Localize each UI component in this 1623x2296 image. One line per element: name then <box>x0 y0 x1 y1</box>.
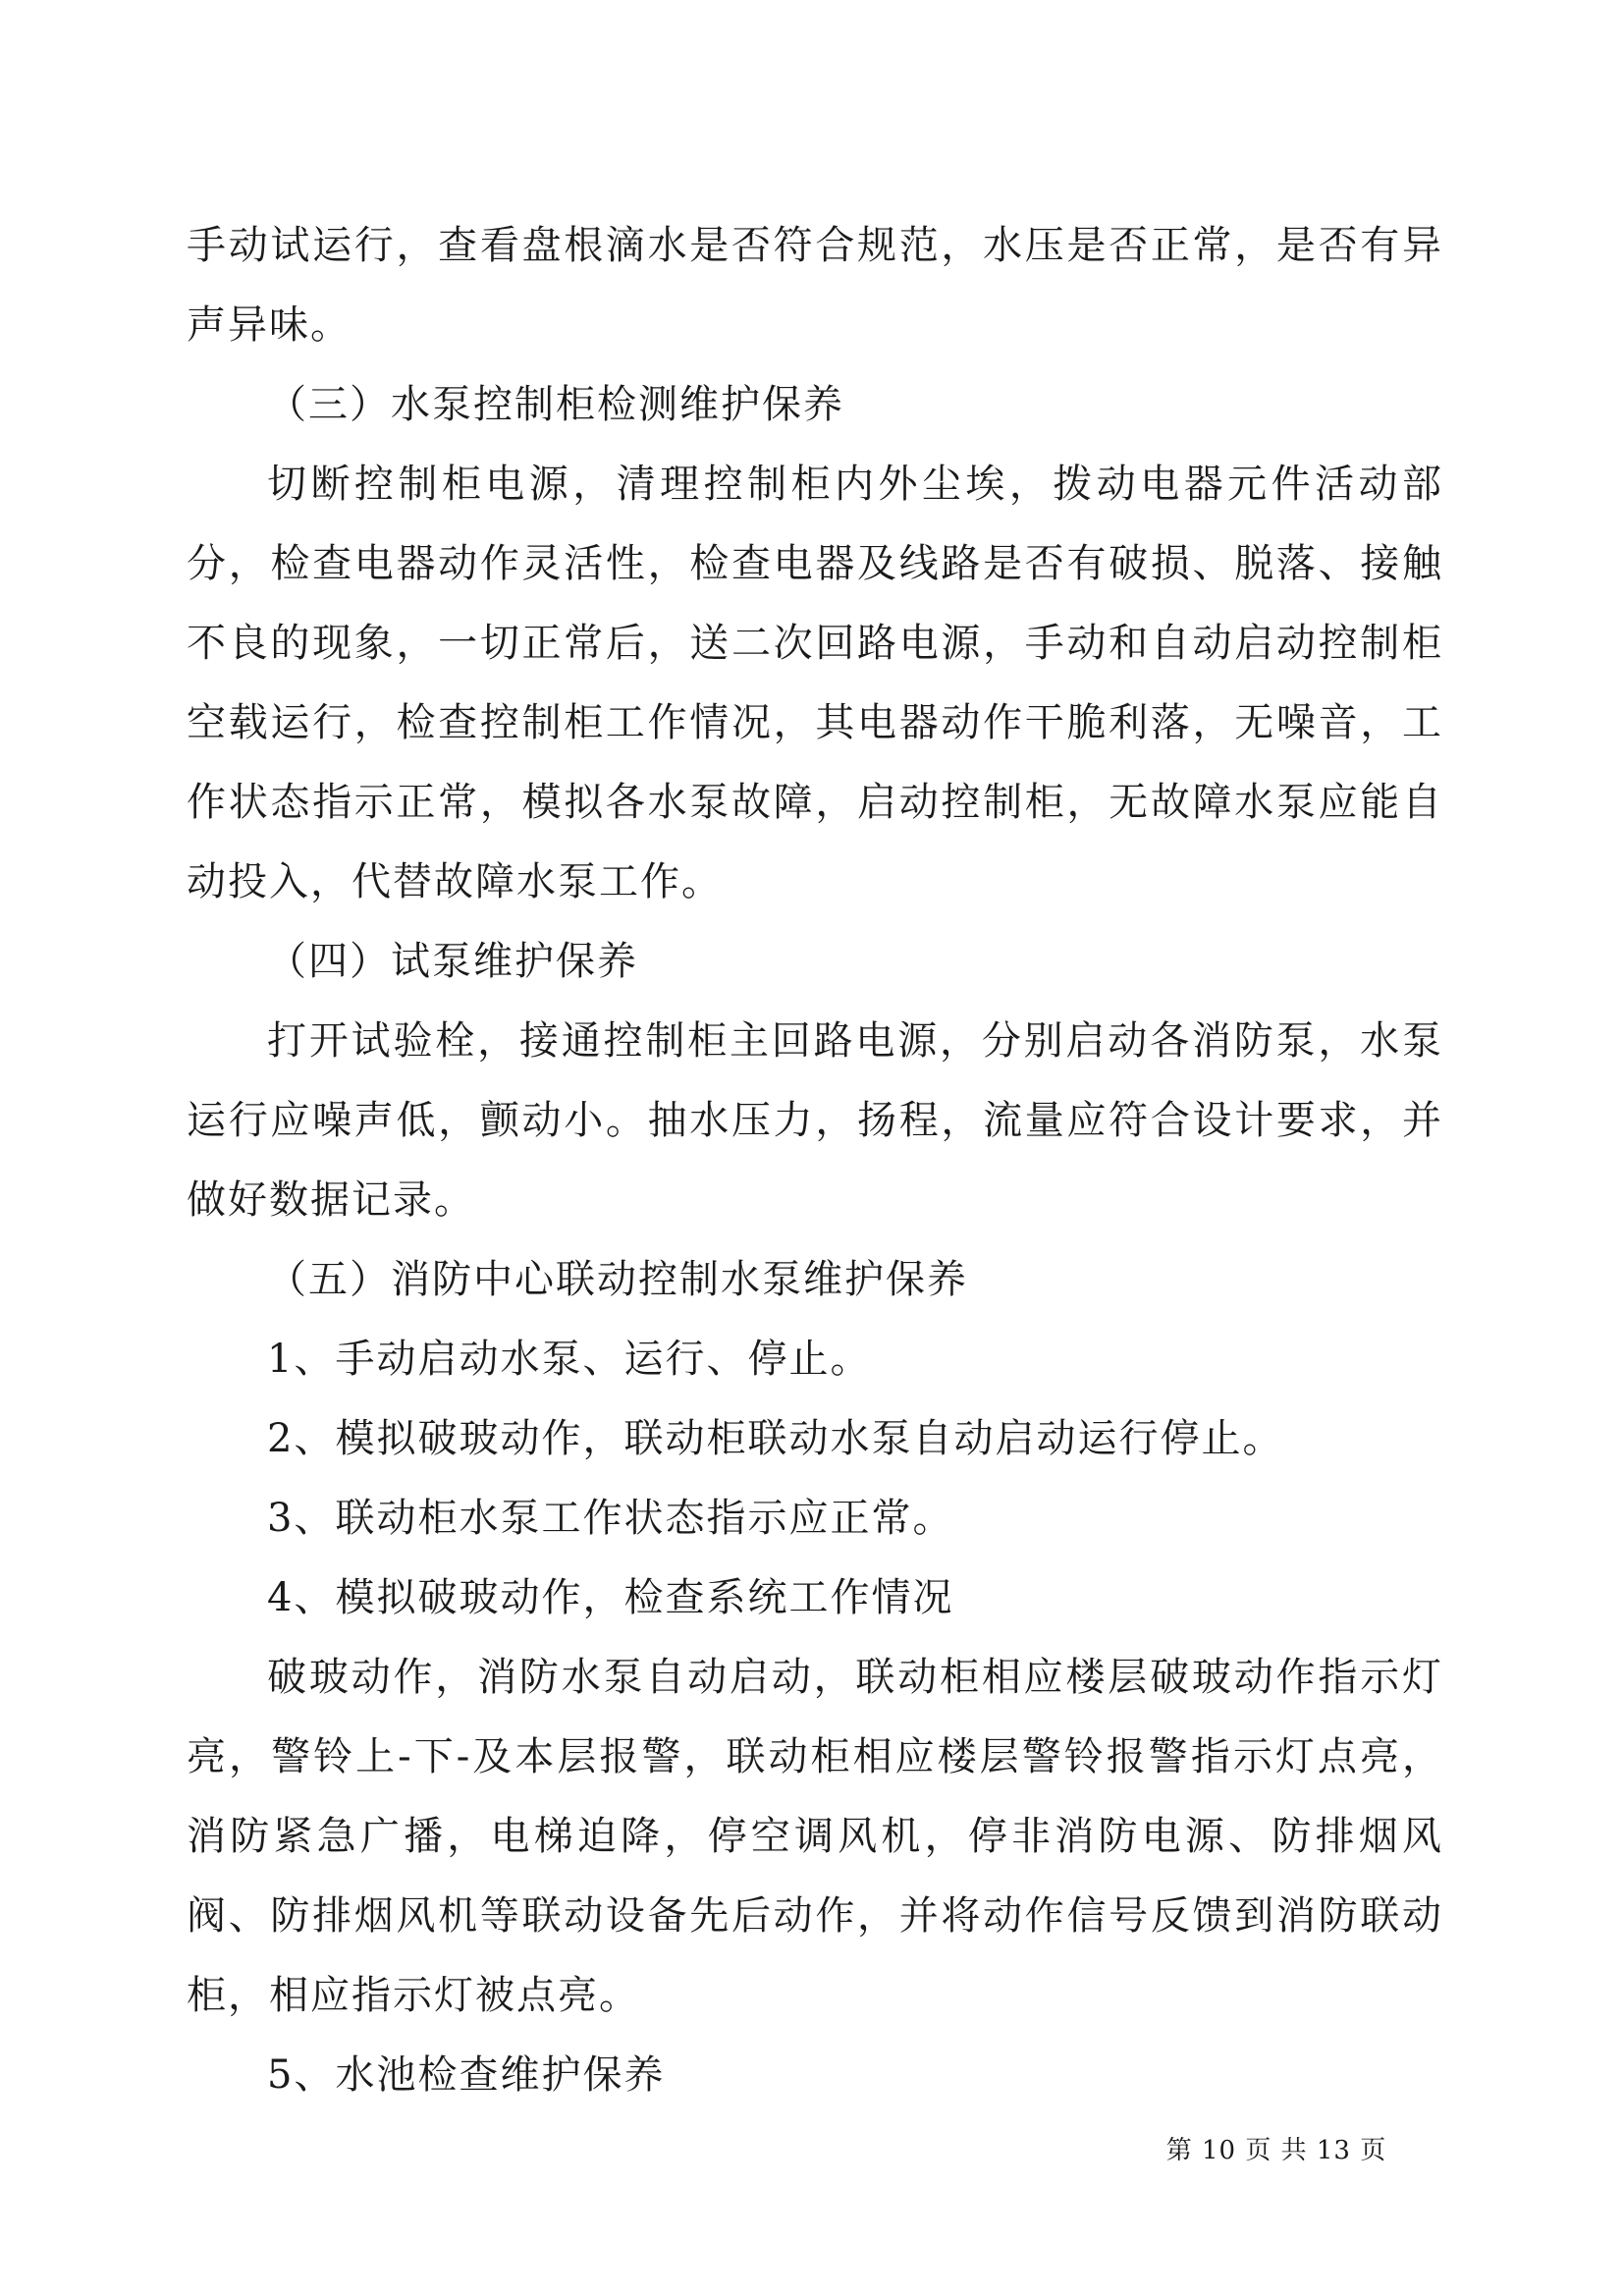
section-heading-5: （五）消防中心联动控制水泵维护保养 <box>267 1257 968 1302</box>
section-heading-4: （四）试泵维护保养 <box>267 939 638 984</box>
paragraph-pump-test: 打开试验栓，接通控制柜主回路电源，分别启动各消防泵，水泵运行应噪声低，颤动小。抽水压力，扬程，流量应符合设计要求，并做好数据记录。 <box>187 1018 1443 1223</box>
list-item-3: 3、联动柜水泵工作状态指示应正常。 <box>267 1496 954 1541</box>
paragraph-continuation: 手动试运行，查看盘根滴水是否符合规范，水压是否正常，是否有异声异味。 <box>187 223 1443 348</box>
list-item-4: 4、模拟破玻动作，检查系统工作情况 <box>267 1575 954 1620</box>
page-number-footer: 第 10 页 共 13 页 <box>1165 2136 1387 2165</box>
paragraph-break-glass: 破玻动作，消防水泵自动启动，联动柜相应楼层破玻动作指示灯亮，警铃上-下-及本层报警，联动柜相应楼层警铃报警指示灯点亮，消防紧急广播，电梯迫降，停空调风机，停非消防电源、防排烟风阀、防排烟风机等联动设备先后动作，并将动作信号反馈到消防联动柜，相应指示灯被点亮。 <box>187 1655 1443 2018</box>
list-item-1: 1、手动启动水泵、运行、停止。 <box>267 1337 872 1382</box>
document-body <box>187 206 1443 2115</box>
list-item-2: 2、模拟破玻动作，联动柜联动水泵自动启动运行停止。 <box>267 1416 1284 1461</box>
list-item-5: 5、水池检查维护保养 <box>267 2052 666 2098</box>
section-heading-3: （三）水泵控制柜检测维护保养 <box>267 382 844 427</box>
paragraph-control-cabinet: 切断控制柜电源，清理控制柜内外尘埃，拨动电器元件活动部分，检查电器动作灵活性，检查电器及线路是否有破损、脱落、接触不良的现象，一切正常后，送二次回路电源，手动和自动启动控制柜空载运行，检查控制柜工作情况，其电器动作干脆利落，无噪音，工作状态指示正常，模拟各水泵故障，启动控制柜，无故障水泵应能自动投入，代替故障水泵工作。 <box>187 462 1443 904</box>
